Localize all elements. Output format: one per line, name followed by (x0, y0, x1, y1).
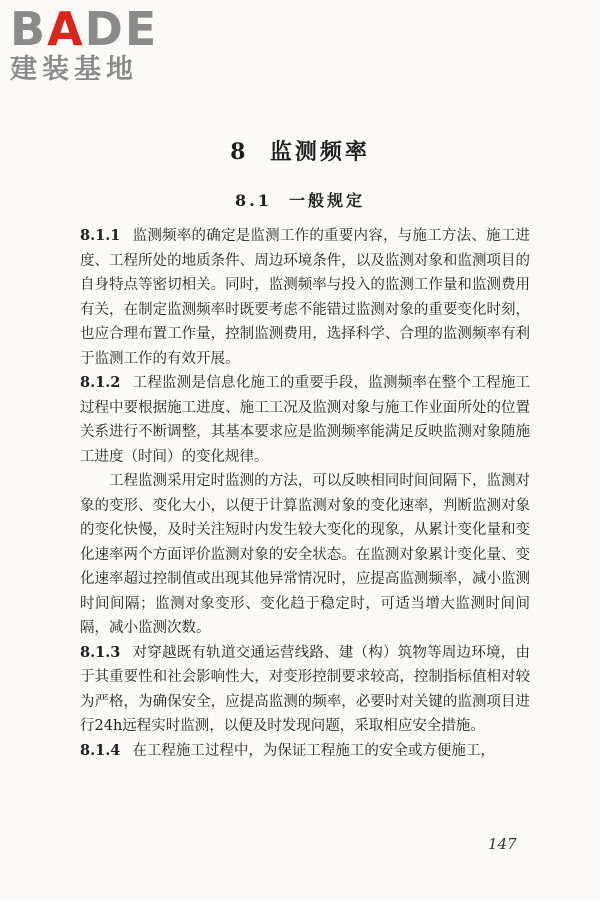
bade-logo (10, 2, 185, 86)
section-heading (0, 188, 600, 211)
chapter-number: 8 (230, 139, 249, 165)
page-number: 147 (488, 835, 517, 853)
clause-paragraph (80, 641, 530, 739)
section-number: 8.1 (235, 191, 272, 210)
clause-number: 8.1.2 (80, 374, 121, 391)
logo-wordmark (10, 2, 185, 56)
clause-paragraph (80, 739, 530, 764)
section-title: 一般规定 (288, 191, 365, 210)
chapter-title: 监测频率 (269, 139, 370, 165)
clause-text: 对穿越既有轨道交通运营线路、建（构）筑物等周边环境，由于其重要性和社会影响性大，对变形控制要求较高，控制指标值相对较为严格，为确保安全，应提高监测的频率，必要时对关键的监测项目进行24h远程实时监测，以便及时发现问题，采取相应安全措施。 (80, 644, 530, 734)
clause-number: 8.1.3 (80, 643, 121, 661)
clause-paragraph (80, 224, 530, 371)
clause-number: 8.1.1 (80, 227, 121, 244)
paragraph-text: 工程监测采用定时监测的方法，可以反映相同时间间隔下，监测对象的变形、变化大小，以便于计算监测对象的变化速率，判断监测对象的变化快慢，及时关注短时内发生较大变化的现象，从累计变化量和变化速率两个方面评价监测对象的安全状态。在监测对象累计变化量、变化速率超过控制值或出现其他异常情况时，应提高监测频率，减小监测时间间隔；监测对象变形、变化趋于稳定时，可适当增大监测时间间隔，减小监测次数。 (80, 473, 530, 636)
logo-letter-b: B (10, 2, 48, 56)
logo-letter-a: A (47, 2, 85, 56)
clause-paragraph (80, 371, 530, 469)
logo-letters-de: DE (84, 2, 159, 56)
chapter-heading (0, 135, 600, 166)
body-text (80, 224, 530, 763)
clause-text: 工程监测是信息化施工的重要手段，监测频率在整个工程施工过程中要根据施工进度、施工工况及监测对象与施工作业面所处的位置关系进行不断调整，其基本要求应是监测频率能满足反映监测对象随施工进度（时间）的变化规律。 (80, 375, 530, 465)
body-paragraph (80, 469, 530, 641)
clause-number: 8.1.4 (80, 741, 121, 759)
clause-text: 监测频率的确定是监测工作的重要内容，与施工方法、施工进度、工程所处的地质条件、周边环境条件，以及监测对象和监测项目的自身特点等密切相关。同时，监测频率与投入的监测工作量和监测费用有关，在制定监测频率时既要考虑不能错过监测对象的重要变化时刻，也应合理布置工作量，控制监测费用，选择科学、合理的监测频率有利于监测工作的有效开展。 (80, 228, 530, 367)
logo-subtitle: 建装基地 (10, 54, 138, 85)
clause-text: 在工程施工过程中，为保证工程施工的安全或方便施工， (132, 742, 495, 759)
